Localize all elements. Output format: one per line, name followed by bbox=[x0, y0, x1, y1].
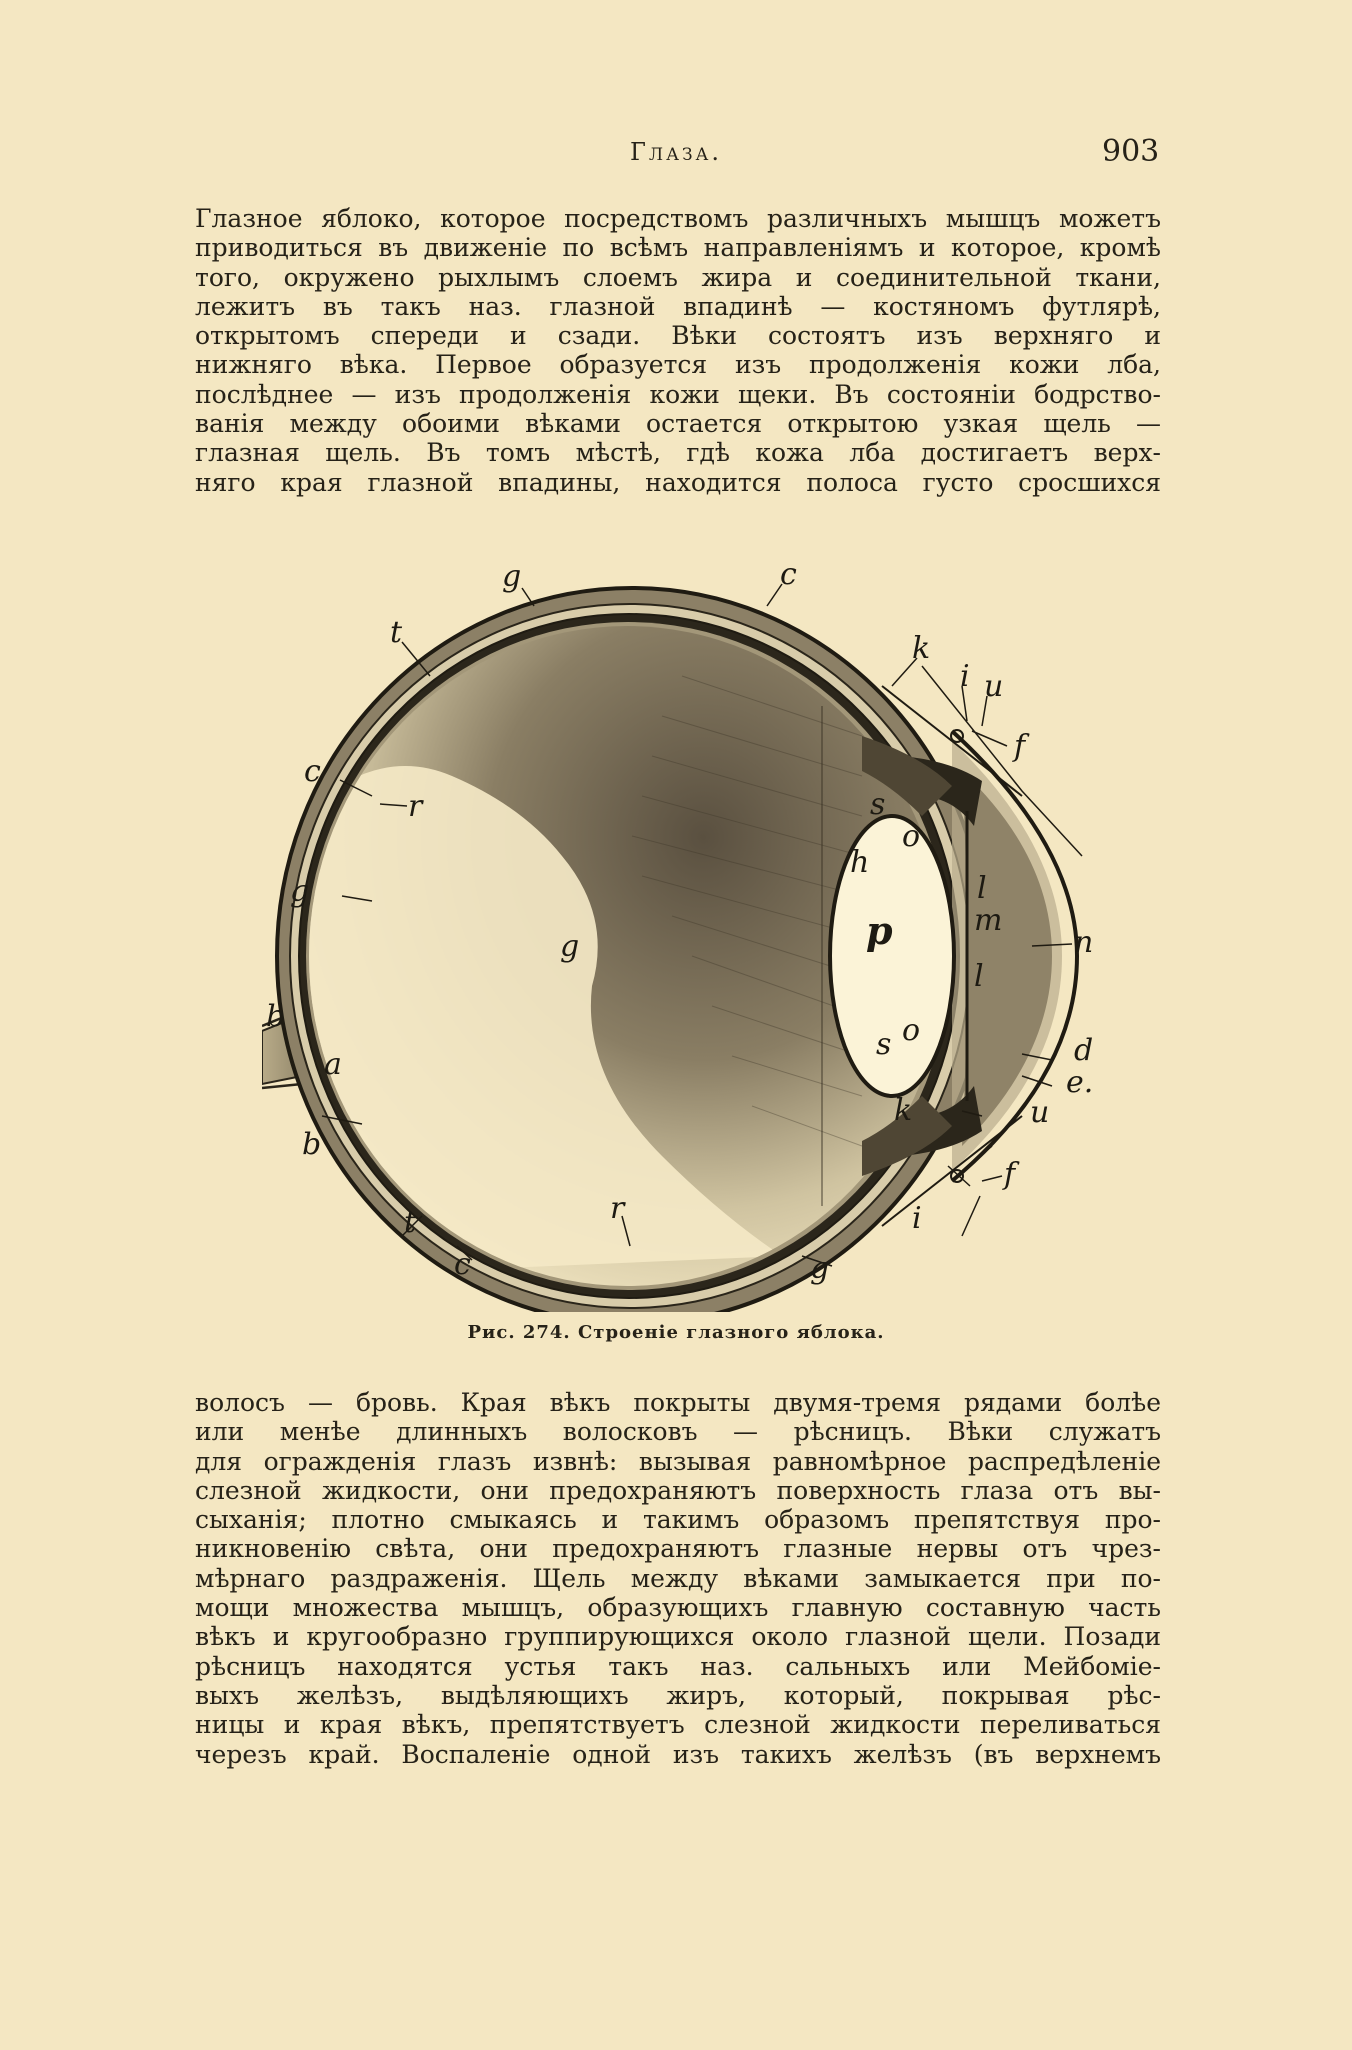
page-number: 903 bbox=[1102, 134, 1160, 169]
text-line: того, окружено рыхлымъ слоемъ жира и соединительной ткани, bbox=[195, 262, 1161, 292]
text-line: ницы и края вѣкъ, препятствуетъ слезной жидкости переливаться bbox=[195, 1710, 1161, 1740]
label-c-bottom: c bbox=[454, 1247, 471, 1282]
label-f-top: f bbox=[1014, 729, 1026, 764]
text-line: или менѣе длинныхъ волосковъ — рѣсницъ. Вѣки служатъ bbox=[195, 1417, 1161, 1447]
label-r-left: r bbox=[408, 789, 423, 824]
label-p: p bbox=[866, 908, 893, 953]
paragraph-2 bbox=[195, 1388, 1161, 1769]
label-g-center: g bbox=[560, 929, 580, 964]
label-c-left: c bbox=[304, 754, 321, 789]
label-l-bottom: l bbox=[974, 959, 984, 994]
label-a: a bbox=[324, 1047, 342, 1082]
label-g-left: g bbox=[290, 874, 310, 909]
text-line: волосъ — бровь. Края вѣкъ покрыты двумя-тремя рядами болѣе bbox=[195, 1388, 1161, 1417]
text-line: сыханія; плотно смыкаясь и такимъ образомъ препятствуя про- bbox=[195, 1505, 1161, 1535]
figure-caption: Рис. 274. Строеніе глазного яблока. bbox=[467, 1322, 885, 1343]
label-o-bottom: o bbox=[902, 1013, 921, 1048]
text-line: ванія между обоими вѣками остается открытою узкая щель — bbox=[195, 409, 1161, 439]
text-line: никновенію свѣта, они предохраняютъ глазные нервы отъ чрез- bbox=[195, 1534, 1161, 1564]
label-g-bottom: g bbox=[810, 1251, 830, 1286]
label-c-top: c bbox=[780, 557, 797, 592]
label-i-top: i bbox=[960, 659, 970, 694]
paragraph-1 bbox=[195, 204, 1161, 497]
label-h: h bbox=[850, 845, 870, 880]
label-f-bottom: f bbox=[1004, 1157, 1016, 1192]
text-line: послѣднее — изъ продолженія кожи щеки. Въ состояніи бодрство- bbox=[195, 379, 1161, 409]
label-r-bottom: r bbox=[610, 1191, 625, 1226]
label-t-top: t bbox=[390, 615, 403, 650]
label-k-bottom: k bbox=[894, 1093, 913, 1128]
label-u-top: u bbox=[984, 669, 1004, 704]
label-d: d bbox=[1074, 1033, 1094, 1068]
text-line: слезной жидкости, они предохраняютъ поверхность глаза отъ вы- bbox=[195, 1475, 1161, 1505]
text-line: нижняго вѣка. Первое образуется изъ продолженія кожи лба, bbox=[195, 350, 1161, 380]
label-g-top: g bbox=[502, 559, 522, 594]
label-k-top: k bbox=[912, 631, 931, 666]
label-s-top: s bbox=[870, 787, 886, 822]
label-i-bottom: i bbox=[912, 1201, 922, 1236]
label-t-bottom: t bbox=[404, 1205, 417, 1240]
text-line: приводиться въ движеніе по всѣмъ направленіямъ и которое, кромѣ bbox=[195, 233, 1161, 263]
text-line: Глазное яблоко, которое посредствомъ различныхъ мышцъ можетъ bbox=[195, 204, 1161, 233]
label-e: e. bbox=[1066, 1065, 1094, 1100]
text-line: рѣсницъ находятся устья такъ наз. сальныхъ или Мейбоміе- bbox=[195, 1651, 1161, 1681]
label-n: n bbox=[1074, 925, 1094, 960]
label-u-bottom: u bbox=[1030, 1095, 1050, 1130]
eye-diagram bbox=[262, 556, 1118, 1312]
label-b-bottom: b bbox=[302, 1127, 322, 1162]
label-l-top: l bbox=[977, 871, 987, 906]
text-line: мощи множества мышцъ, образующихъ главную составную часть bbox=[195, 1593, 1161, 1623]
text-line: няго края глазной впадины, находится полоса густо сросшихся bbox=[195, 467, 1161, 497]
text-line: черезъ край. Воспаленіе одной изъ такихъ желѣзъ (въ верхнемъ bbox=[195, 1739, 1161, 1769]
text-line: для огражденія глазъ извнѣ: вызывая равномѣрное распредѣленіе bbox=[195, 1446, 1161, 1476]
text-line: выхъ желѣзъ, выдѣляющихъ жиръ, который, покрывая рѣс- bbox=[195, 1680, 1161, 1710]
text-line: глазная щель. Въ томъ мѣстѣ, гдѣ кожа лба достигаетъ верх- bbox=[195, 438, 1161, 468]
running-head: Глаза. bbox=[630, 138, 723, 166]
label-s-bottom: s bbox=[876, 1027, 892, 1062]
label-m: m bbox=[974, 903, 1003, 938]
lens bbox=[830, 816, 954, 1096]
label-b-top: b bbox=[266, 999, 286, 1034]
text-line: лежитъ въ такъ наз. глазной впадинѣ — костяномъ футлярѣ, bbox=[195, 291, 1161, 321]
text-line: открытомъ спереди и сзади. Вѣки состоятъ изъ верхняго и bbox=[195, 321, 1161, 351]
text-line: вѣкъ и кругообразно группирующихся около глазной щели. Позади bbox=[195, 1622, 1161, 1652]
text-line: мѣрнаго раздраженія. Щель между вѣками замыкается при по- bbox=[195, 1563, 1161, 1593]
label-o-top: o bbox=[902, 819, 921, 854]
